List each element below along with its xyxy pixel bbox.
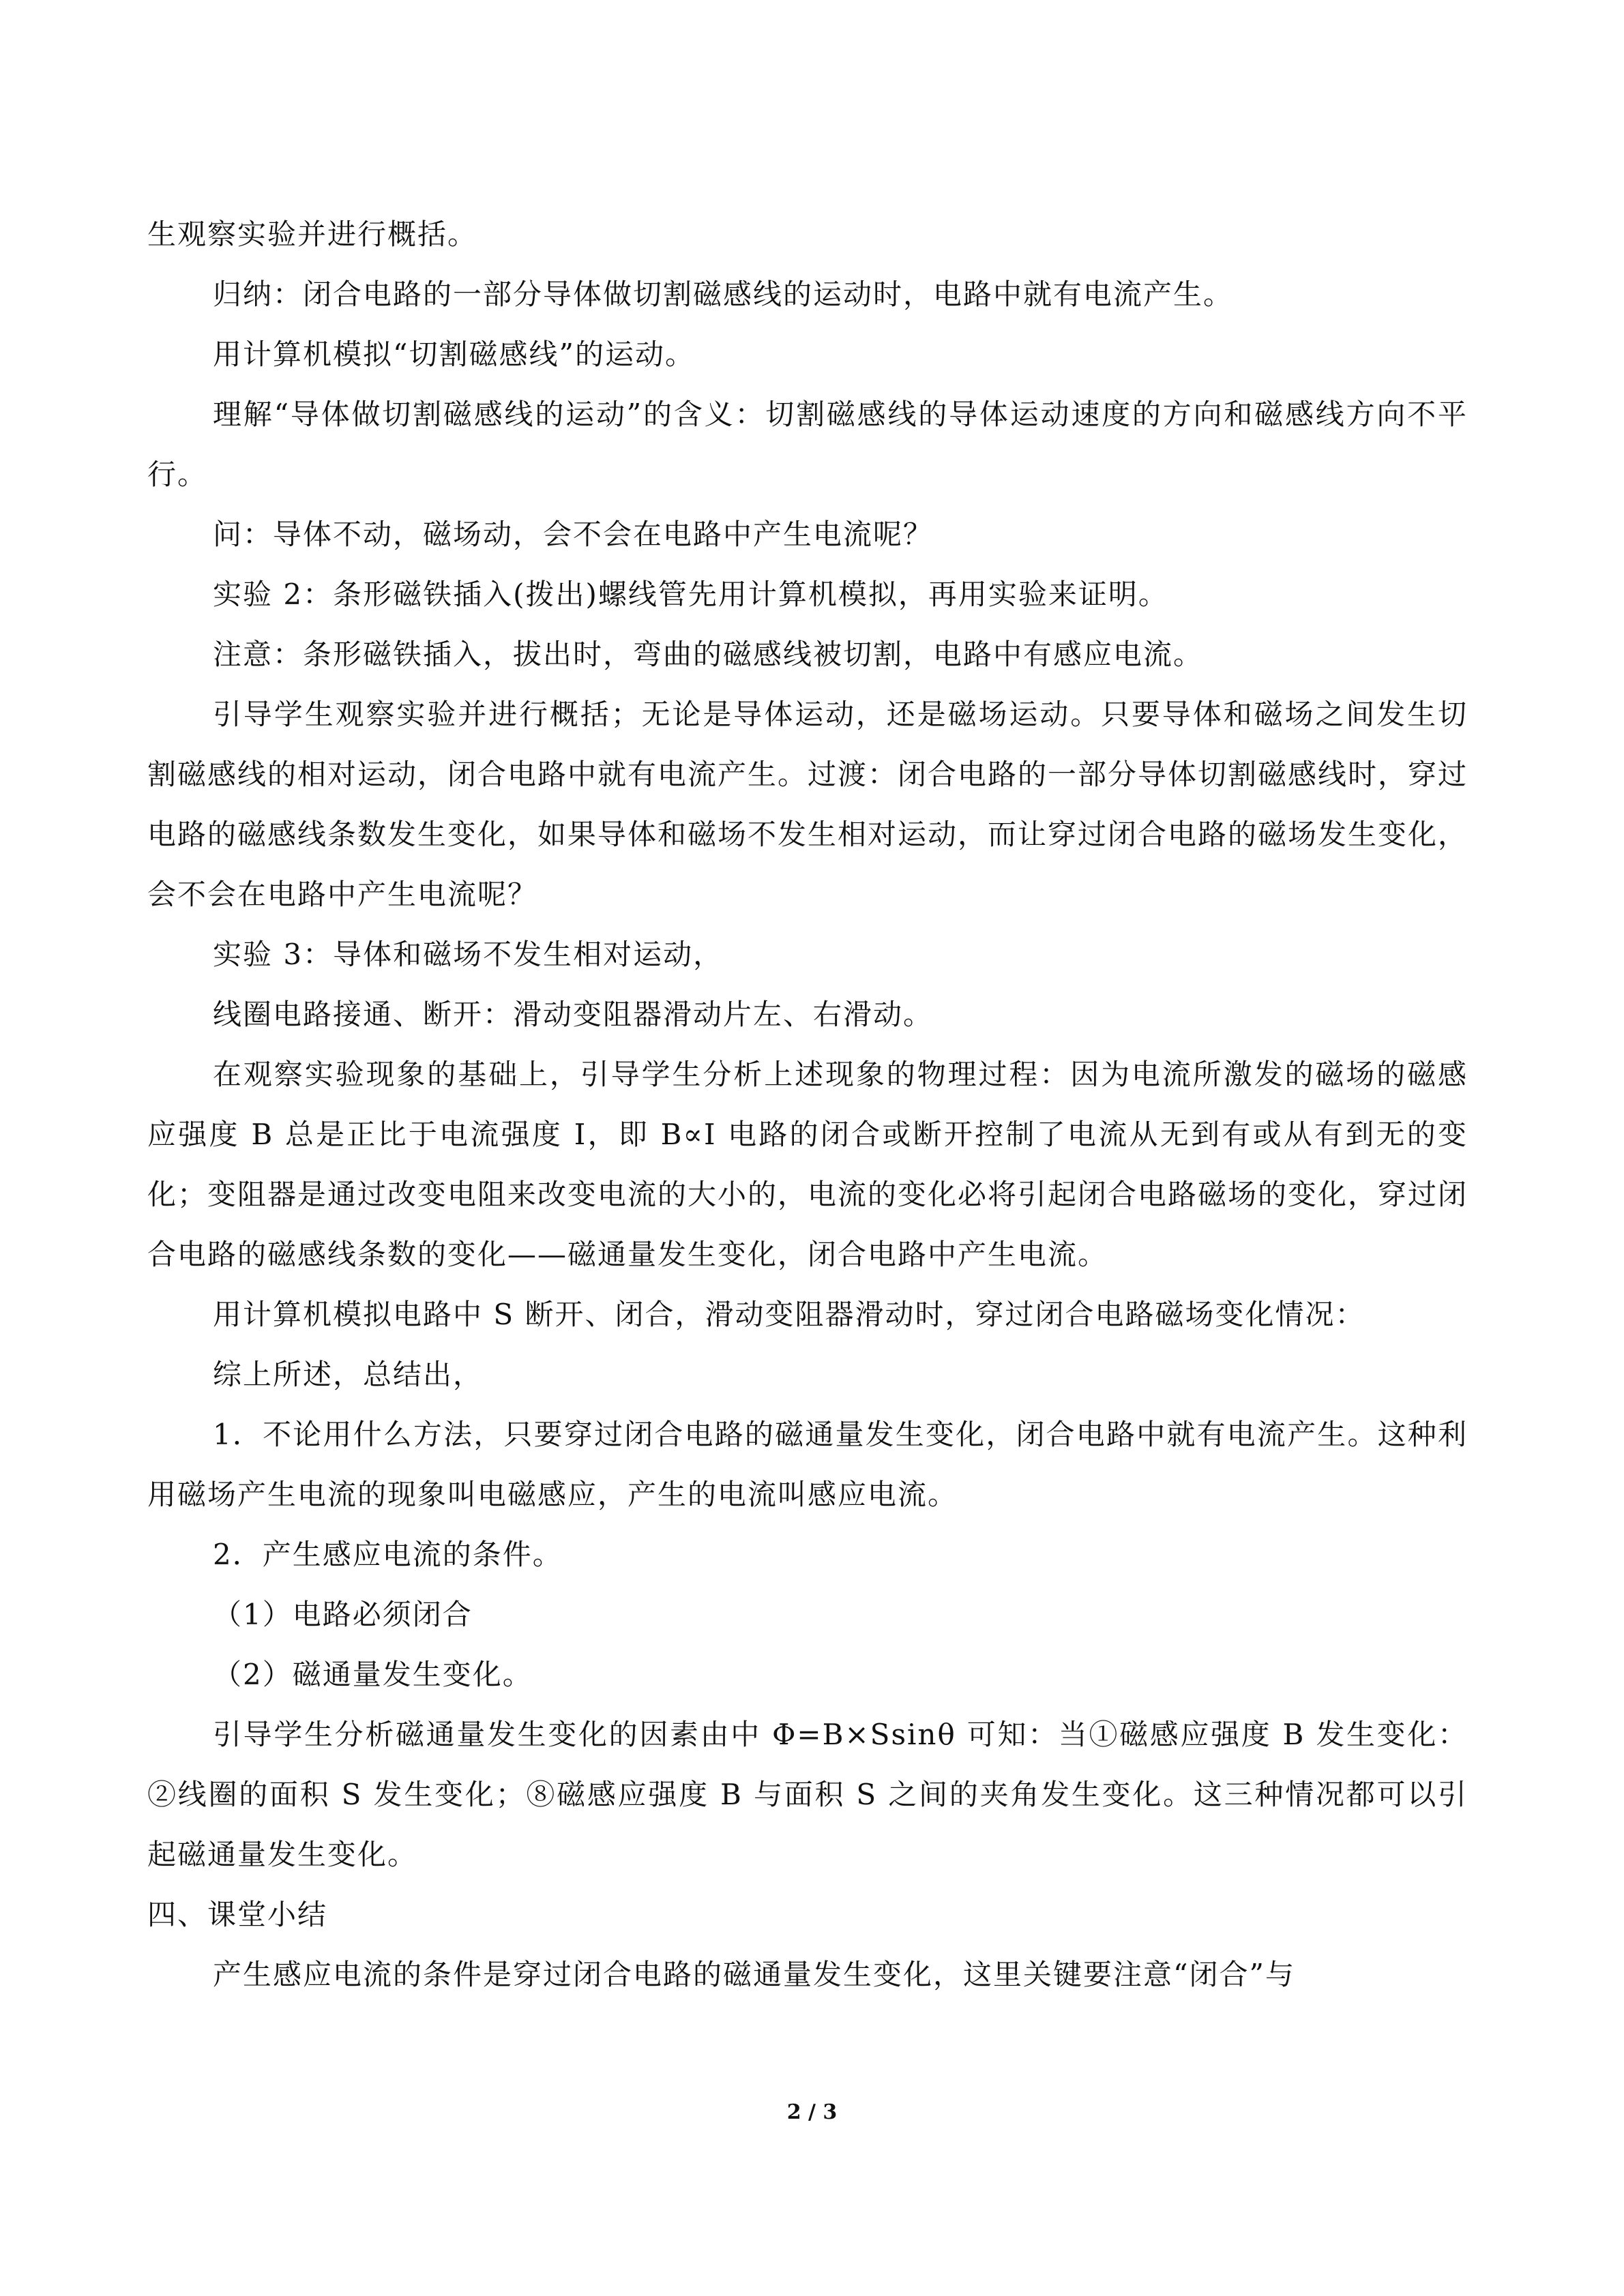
paragraph-9: 实验 3：导体和磁场不发生相对运动， — [213, 938, 724, 971]
paragraph-4: 理解“导体做切割磁感线的运动”的含义：切割磁感线的导体运动速度的方向和磁感线方向不平行。 — [147, 398, 1468, 491]
paragraph-13: 综上所述，总结出， — [213, 1358, 484, 1391]
paragraph-17: （2）磁通量发生变化。 — [213, 1658, 533, 1691]
paragraph-11: 在观察实验现象的基础上，引导学生分析上述现象的物理过程：因为电流所激发的磁场的磁感应强度 B 总是正比于电流强度 I，即 B∝I 电路的闭合或断开控制了电流从无到有或从有到无的变化；变阻器是通过改变电阻来改变电流的大小的，电流的变化必将引起闭合电路磁场的变化，穿过闭合电路的磁感线条数的变化——磁通量发生变化，闭合电路中产生电流。 — [147, 1058, 1468, 1271]
document-body — [147, 205, 1468, 2005]
page-number: 2 / 3 — [786, 2100, 838, 2124]
paragraph-8: 引导学生观察实验并进行概括；无论是导体运动，还是磁场运动。只要导体和磁场之间发生切割磁感线的相对运动，闭合电路中就有电流产生。过渡：闭合电路的一部分导体切割磁感线时，穿过电路的磁感线条数发生变化，如果导体和磁场不发生相对运动，而让穿过闭合电路的磁场发生变化，会不会在电路中产生电流呢？ — [147, 698, 1468, 911]
paragraph-12: 用计算机模拟电路中 S 断开、闭合，滑动变阻器滑动时，穿过闭合电路磁场变化情况： — [213, 1298, 1365, 1331]
paragraph-2: 归纳：闭合电路的一部分导体做切割磁感线的运动时，电路中就有电流产生。 — [213, 278, 1234, 311]
paragraph-6: 实验 2：条形磁铁插入(拨出)螺线管先用计算机模拟，再用实验来证明。 — [213, 578, 1168, 611]
paragraph-20: 产生感应电流的条件是穿过闭合电路的磁通量发生变化，这里关键要注意“闭合”与 — [213, 1958, 1295, 1991]
section-heading: 四、课堂小结 — [147, 1898, 328, 1931]
paragraph-18: 引导学生分析磁通量发生变化的因素由中 Φ=B×Ssinθ 可知：当①磁感应强度 B 发生变化：②线圈的面积 S 发生变化；⑧磁感应强度 B 与面积 S 之间的夹角发生变化。这三种情况都可以引起磁通量发生变化。 — [147, 1718, 1468, 1871]
paragraph-14: 1．不论用什么方法，只要穿过闭合电路的磁通量发生变化，闭合电路中就有电流产生。这种利用磁场产生电流的现象叫电磁感应，产生的电流叫感应电流。 — [147, 1418, 1468, 1511]
paragraph-16: （1）电路必须闭合 — [213, 1598, 473, 1631]
paragraph-3: 用计算机模拟“切割磁感线”的运动。 — [213, 338, 695, 371]
paragraph-15: 2．产生感应电流的条件。 — [213, 1538, 563, 1571]
paragraph-10: 线圈电路接通、断开：滑动变阻器滑动片左、右滑动。 — [213, 998, 934, 1031]
paragraph-1: 生观察实验并进行概括。 — [147, 218, 478, 251]
paragraph-7: 注意：条形磁铁插入，拔出时，弯曲的磁感线被切割，电路中有感应电流。 — [213, 638, 1204, 671]
paragraph-5: 问：导体不动，磁场动，会不会在电路中产生电流呢？ — [213, 518, 934, 551]
